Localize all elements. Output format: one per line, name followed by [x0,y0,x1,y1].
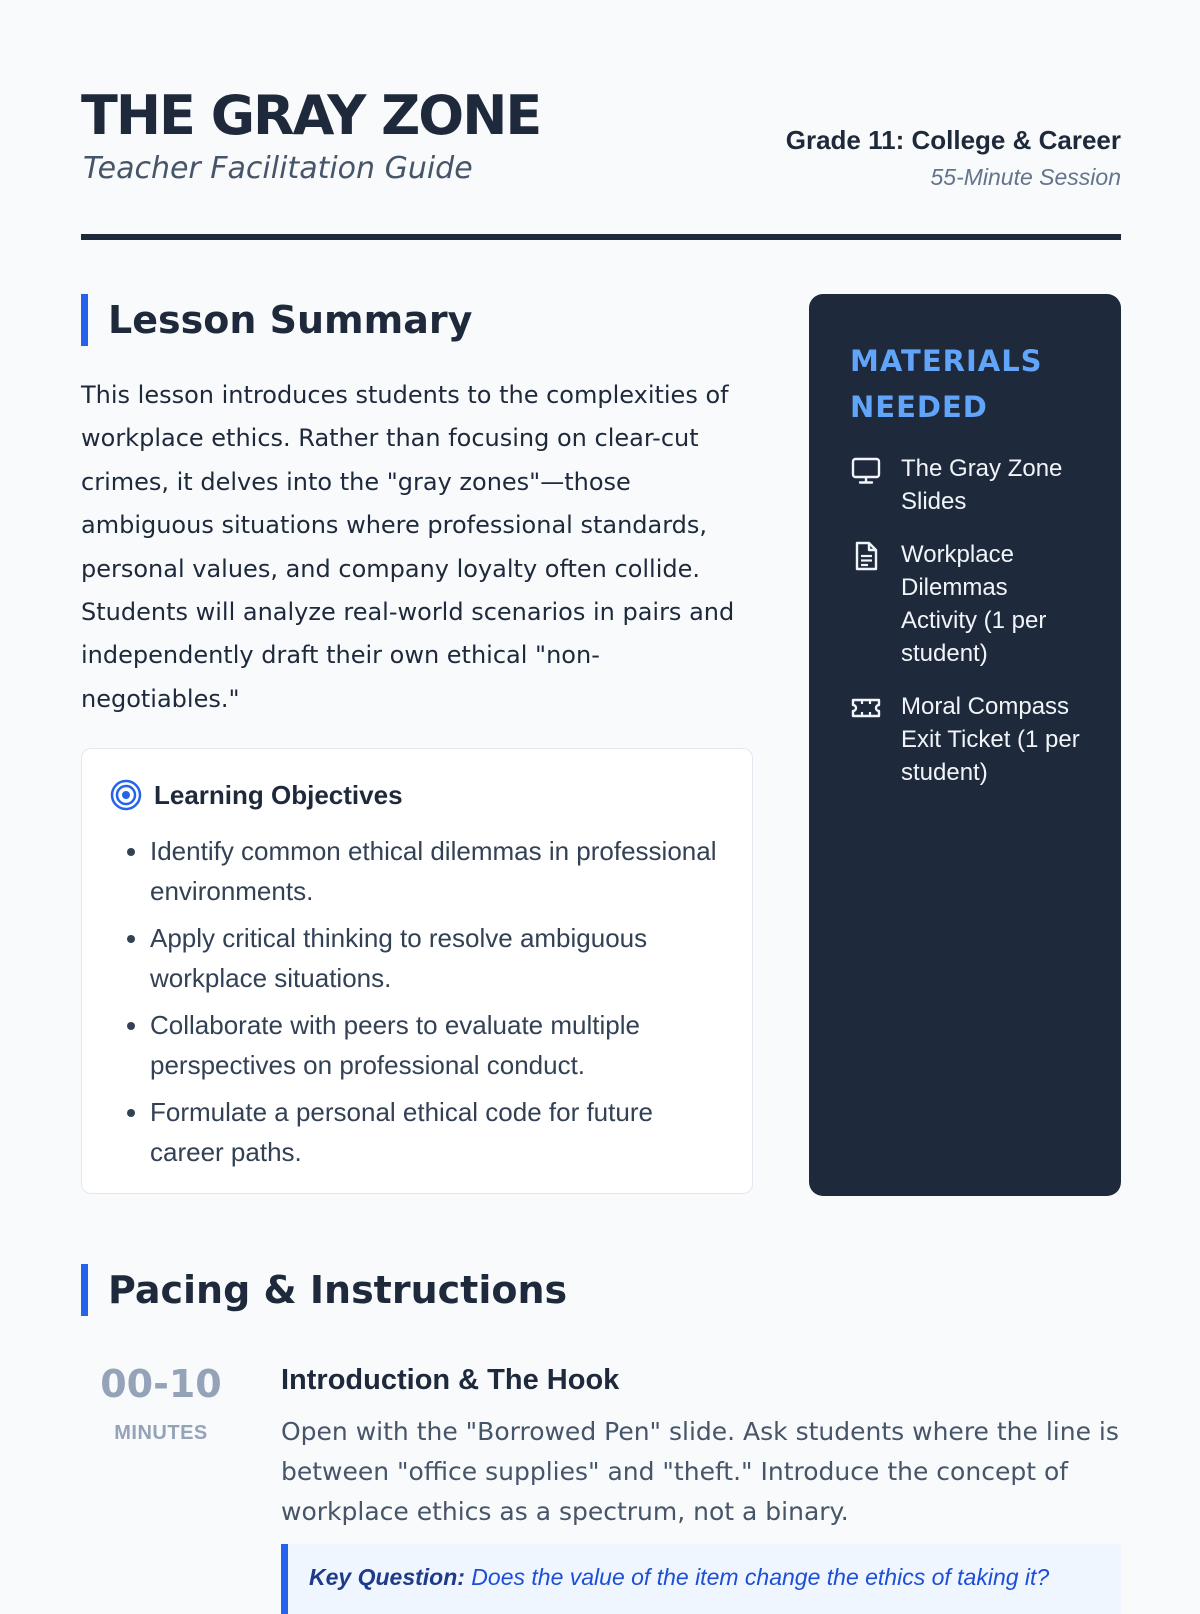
lesson-summary-text: This lesson introduces students to the complexities of workplace ethics. Rather than focusing on clear-cut crimes, it delves into the "gray zones"—those ambiguous situations where professional standards, personal values, and company loyalty often collide. Students will analyze real-world scenarios in pairs and independently draft their own ethical "non-negotiables." [81,381,735,713]
key-question-text: Does the value of the item change the ethics of taking it? [464,1564,1050,1590]
learning-objectives-header [110,779,403,811]
page-header [81,84,1121,240]
learning-objectives-title: Learning Objectives [154,780,403,810]
document-icon [850,540,882,572]
target-icon [110,779,142,811]
learning-objectives-box [81,748,753,1194]
facilitation-guide-page [81,0,1121,1600]
material-label: The Gray Zone Slides [901,455,1063,515]
header-divider [81,234,1121,240]
materials-panel [809,294,1121,1196]
pacing-heading: Pacing & Instructions [81,1264,567,1316]
lesson-summary-heading: Lesson Summary [81,294,472,346]
step-title: Introduction & The Hook [281,1364,620,1396]
session-length: 55-Minute Session [930,164,1121,190]
key-question-label: Key Question: [309,1564,465,1590]
materials-list [850,452,1089,789]
material-item-activity [850,538,1089,670]
objective-item: • Collaborate with peers to evaluate multiple perspectives on professional conduct. [150,1005,720,1085]
step-instructions: Open with the "Borrowed Pen" slide. Ask students where the line is between "office supplies" and "theft." Introduce the concept of workplace ethics as a spectrum, not a binary. [281,1417,1119,1526]
ticket-icon [850,692,882,724]
learning-objectives-list [120,831,720,1179]
material-label: Workplace Dilemmas Activity (1 per student) [901,541,1047,667]
objective-item: • Identify common ethical dilemmas in professional environments. [150,831,720,911]
materials-title: MATERIALS NEEDED [850,344,1043,424]
material-item-slides [850,452,1089,518]
pacing-time-range: 00-10 [100,1362,222,1406]
grade-label: Grade 11: College & Career [785,125,1121,155]
page-title: THE GRAY ZONE [81,84,541,147]
pacing-time-unit: MINUTES [114,1422,208,1444]
page-subtitle: Teacher Facilitation Guide [83,151,473,186]
objective-item: • Apply critical thinking to resolve ambiguous workplace situations. [150,918,720,998]
monitor-icon [850,454,882,486]
objective-item: • Formulate a personal ethical code for future career paths. [150,1092,720,1172]
key-question-callout [281,1544,1121,1614]
material-item-exit-ticket [850,690,1089,789]
material-label: Moral Compass Exit Ticket (1 per student) [901,693,1080,786]
